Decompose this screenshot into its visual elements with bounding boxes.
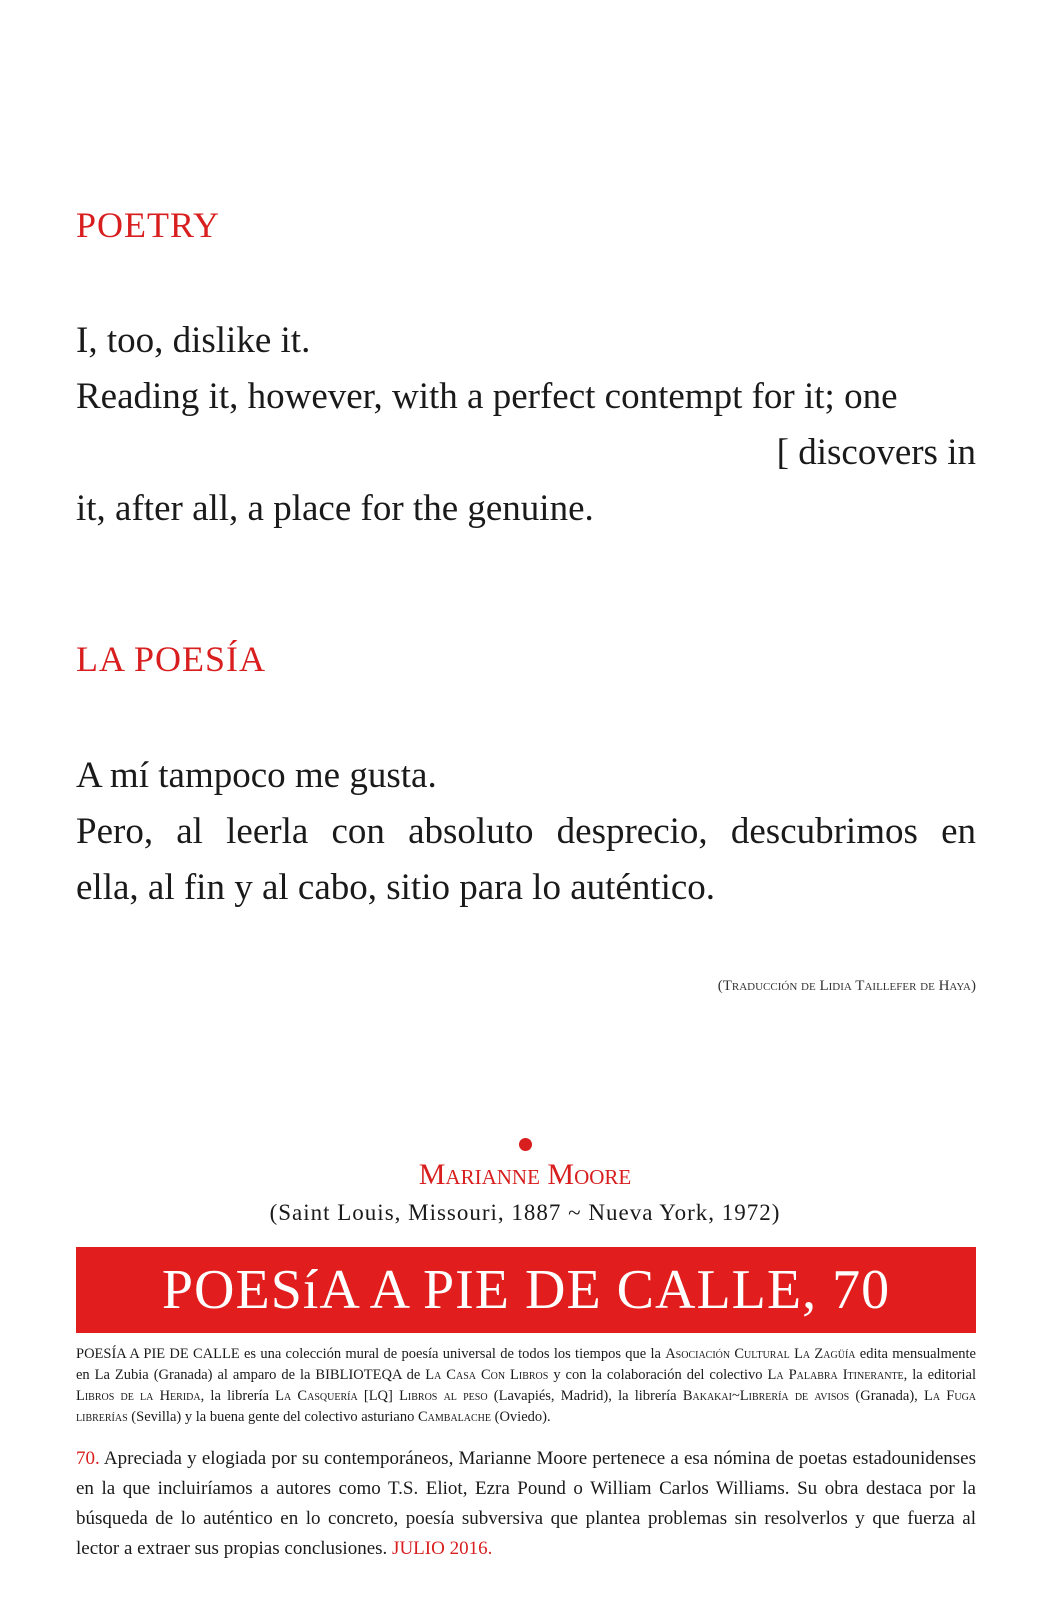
poem-line: [ discovers in	[776, 432, 976, 473]
colophon-org: La Fuga librerías	[76, 1388, 977, 1425]
colophon-text: (Lavapiés, Madrid), la librería	[487, 1388, 683, 1404]
poem-line: Reading it, however, with a perfect contempt for it; one	[76, 376, 898, 417]
poem-title-translation: LA POESÍA	[76, 639, 267, 679]
colophon-org: Cambalache	[417, 1409, 491, 1425]
colophon-text: edita mensualmente en La Zubia (Granada) al amparo de la BIBLIOTEQA de	[76, 1346, 976, 1383]
colophon-org: Bakakai~Librería de avisos	[682, 1388, 850, 1404]
poem-line: it, after all, a place for the genuine.	[76, 488, 594, 529]
poem-line: I, too, dislike it.	[76, 320, 311, 361]
translator-credit: (Traducción de Lidia Taillefer de Haya)	[717, 978, 976, 994]
issue-number: 70.	[76, 1448, 100, 1469]
colophon-text: , la librería	[200, 1388, 276, 1404]
colophon-org: Asociación Cultural La Zagüía	[665, 1346, 856, 1362]
author-dates: (Saint Louis, Missouri, 1887 ~ Nueva York, 1972)	[269, 1200, 781, 1225]
colophon-text: y con la colaboración del colectivo	[548, 1367, 768, 1383]
colophon-text: (Sevilla) y la buena gente del colectivo asturiano	[127, 1409, 418, 1425]
issue-date: JULIO 2016.	[392, 1538, 493, 1559]
poem-line: ella, al fin y al cabo, sitio para lo auténtico.	[76, 867, 716, 908]
colophon-org: Libros de la Herida	[76, 1388, 201, 1404]
colophon-text: POESÍA A PIE DE CALLE es una colección mural de poesía universal de todos los tiempos que la	[76, 1346, 666, 1362]
author-notes	[76, 1444, 976, 1564]
series-banner: POESíA A PIE DE CALLE, 70	[76, 1247, 976, 1333]
notes-text: Apreciada y elogiada por su contemporáneos, Marianne Moore pertenece a esa nómina de poetas estadounidenses en la que incluiríamos a autores como T.S. Eliot, Ezra Pound o William Carlos Williams. Su obra destaca por la búsqueda de lo auténtico en lo concreto, poesía subversiva que plantea problemas sin resolverlos y que fuerza al lector a extraer sus propias conclusiones.	[76, 1448, 976, 1559]
poem-original	[76, 313, 976, 537]
author-name: Marianne Moore	[418, 1158, 632, 1191]
poem-title-original: POETRY	[76, 205, 221, 245]
colophon-org: Libros al peso	[399, 1388, 488, 1404]
red-dot-ornament	[519, 1138, 532, 1151]
poem-translation	[76, 748, 976, 916]
colophon-text: (Oviedo).	[491, 1409, 551, 1425]
poem-line: Pero, al leerla con absoluto desprecio, descubrimos en	[76, 811, 976, 852]
poem-line: A mí tampoco me gusta.	[76, 755, 437, 796]
colophon-text: (Granada),	[849, 1388, 924, 1404]
colophon-text: , la editorial	[903, 1367, 977, 1383]
colophon-org: La Palabra Itinerante	[767, 1367, 904, 1383]
colophon-text: [LQ]	[357, 1388, 400, 1404]
colophon	[76, 1344, 976, 1428]
colophon-org: La Casa Con Libros	[425, 1367, 549, 1383]
colophon-org: La Casquería	[275, 1388, 358, 1404]
